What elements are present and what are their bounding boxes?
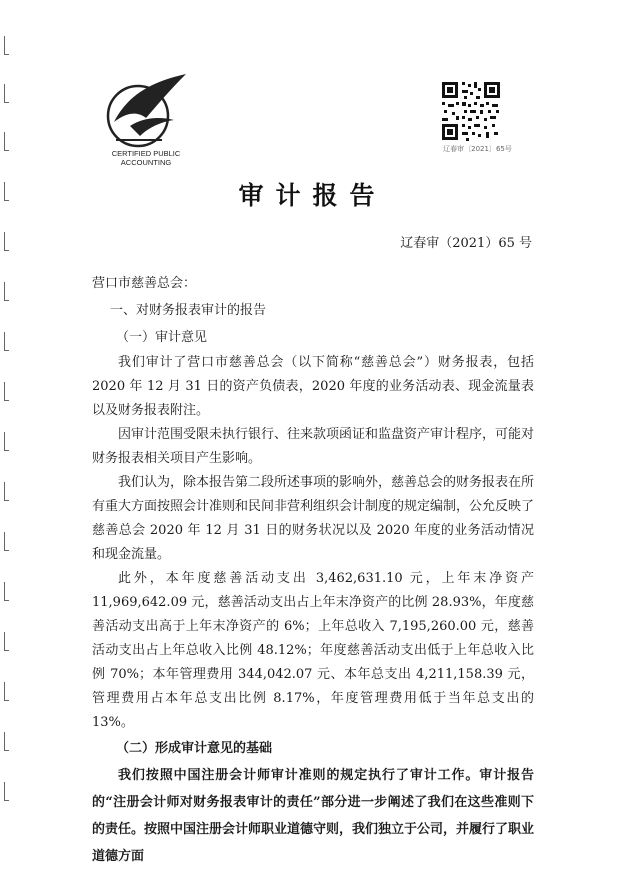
qr-caption: 辽春审〔2021〕65号 [443, 145, 512, 153]
paragraph-audit-scope: 我们审计了营口市慈善总会（以下简称“慈善总会”）财务报表，包括 2020 年 12 月 31 日的资产负债表，2020 年度的业务活动表、现金流量表以及财务报表附注。 [92, 355, 534, 418]
report-body [92, 270, 534, 870]
section-heading-1: 一、对财务报表审计的报告 [110, 303, 267, 318]
addressee: 营口市慈善总会： [92, 276, 197, 291]
document-number: 辽春审（2021）65 号 [400, 236, 532, 251]
subsection-heading-opinion: （一）审计意见 [116, 330, 208, 345]
paragraph-opinion: 我们认为，除本报告第二段所述事项的影响外，慈善总会的财务报表在所有重大方面按照会计准则和民间非营利组织会计制度的规定编制，公允反映了慈善总会 2020 年 12 月 31 日的财务状况以及 2020 年度的业务活动情况和现金流量。 [92, 475, 535, 562]
binding-marks [0, 0, 14, 835]
report-title: 审计报告 [238, 181, 387, 210]
paragraph-basis: 我们按照中国注册会计师审计准则的规定执行了审计工作。审计报告的“注册会计师对财务报表审计的责任”部分进一步阐述了我们在这些准则下的责任。按照中国注册会计师职业道德守则，我们独立于公司，并履行了职业道德方面 [92, 768, 535, 864]
cpa-firm-logo-icon [100, 70, 192, 170]
paragraph-scope-limitation: 因审计范围受限未执行银行、往来款项函证和监盘资产审计程序，可能对财务报表相关项目产生影响。 [92, 427, 535, 466]
svg-text:ACCOUNTING: ACCOUNTING [120, 158, 172, 167]
subsection-heading-basis: （二）形成审计意见的基础 [116, 741, 273, 756]
paragraph-financial-ratios: 此外，本年度慈善活动支出 3,462,631.10 元，上年末净资产 11,969,642.09 元，慈善活动支出占上年末净资产的比例 28.93%，年度慈善活动支出高于上年末净资产的 6%；上年总收入 7,195,260.00 元，慈善活动支出占上年总收入比例 48.12%；年度慈善活动支出低于上年总收入比例 70%；本年管理费用 344,042.07 元、本年总支出 4,211,158.39 元，管理费用占本年总支出比例 8.17%，年度管理费用低于当年总支出的 13%。 [92, 571, 534, 730]
qr-code-icon [440, 80, 502, 142]
svg-text:CERTIFIED PUBLIC: CERTIFIED PUBLIC [111, 149, 181, 158]
